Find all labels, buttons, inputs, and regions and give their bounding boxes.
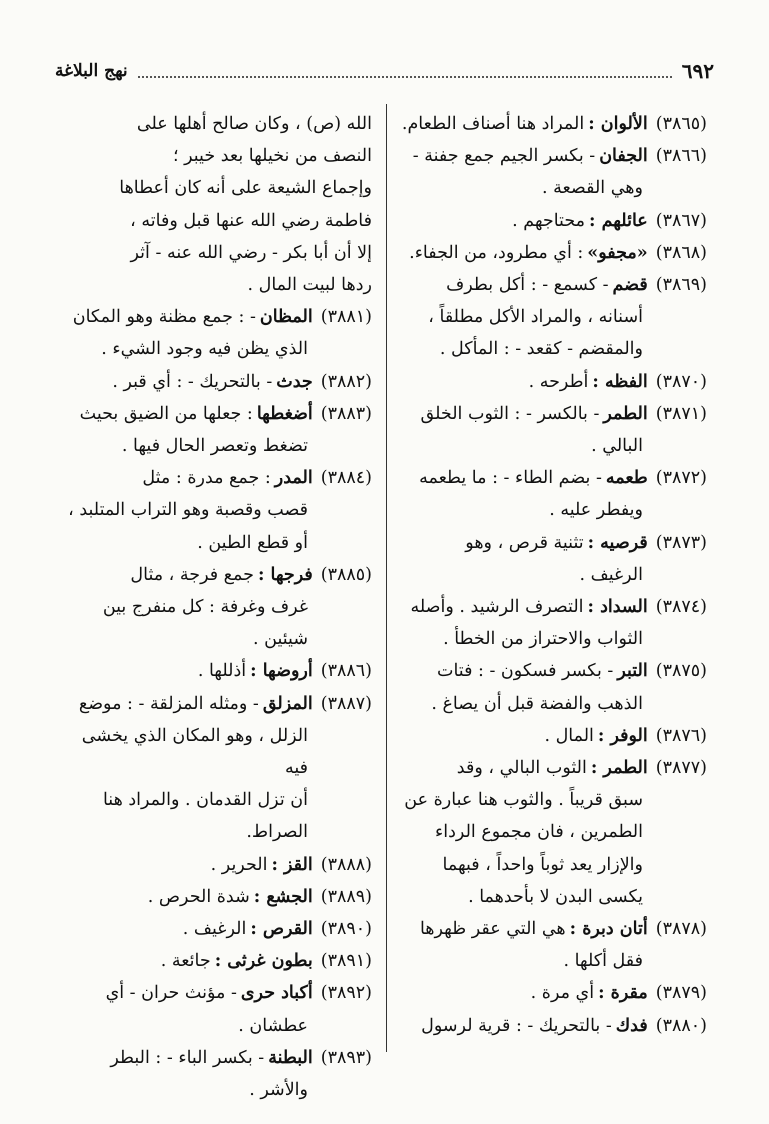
footnote-text: الثوب البالي ، وقد	[456, 758, 587, 779]
footnote-text: هي التي عقر ظهرها	[419, 919, 566, 940]
footnote-text: : جمع مدرة : مثل	[142, 468, 271, 489]
page-header	[55, 58, 714, 84]
footnote-text: المراد هنا أصناف الطعام.	[401, 114, 585, 134]
footnote-number: (٣٨٧٣)	[655, 532, 707, 553]
book-title: نهج البلاغة	[55, 61, 128, 81]
footnote-continuation: أسنانه ، والمراد الأكل مطلقاً ،	[428, 307, 643, 328]
footnote-text: إلا أن أبا بكر - رضي الله عنه - آثر	[130, 242, 372, 263]
footnote-text: - مؤنث حران - أي	[105, 983, 237, 1004]
footnote-term: القرص :	[250, 919, 313, 940]
footnote-entry	[384, 527, 707, 559]
footnote-entry	[384, 398, 707, 430]
footnote-continuation: سبق قريباً . والثوب هنا عبارة عن	[404, 790, 643, 811]
footnote-continuation: الزلل ، وهو المكان الذي يخشى فيه	[81, 725, 308, 779]
footnote-continuation: غرف وغرفة : كل منفرج بين	[102, 597, 308, 618]
footnote-number: (٣٨٦٩)	[655, 275, 707, 296]
footnote-continuation: تضغط وتعصر الحال فيها .	[121, 436, 308, 457]
footnote-term: أروضها :	[250, 661, 313, 682]
footnote-text: النصف من نخيلها بعد خيبر ؛	[172, 146, 372, 167]
footnote-number: (٣٨٦٧)	[655, 210, 707, 231]
footnote-text: أطرحه .	[528, 371, 589, 392]
footnote-continuation: عطشان .	[238, 1015, 308, 1036]
footnote-number: (٣٨٨٧)	[320, 693, 372, 714]
left-column	[60, 108, 372, 1106]
footnote-term: فرجها :	[257, 564, 313, 585]
footnote-entry	[384, 913, 707, 945]
footnote-term: البطنة	[268, 1047, 313, 1068]
footnote-entry	[60, 655, 372, 687]
footnote-term: أكباد حرى	[240, 983, 313, 1004]
footnote-number: (٣٨٨٤)	[320, 468, 372, 489]
footnote-text: ردها لبيت المال .	[247, 275, 372, 296]
footnote-term: بطون غرثى :	[214, 951, 313, 972]
footnote-entry	[60, 301, 372, 333]
footnote-entry	[384, 752, 707, 784]
footnote-number: (٣٨٧١)	[655, 403, 707, 424]
footnote-continuation: الرغيف .	[579, 564, 643, 585]
footnote-text: وإجماع الشيعة على أنه كان أعطاها	[119, 178, 372, 199]
footnote-entry	[384, 237, 707, 269]
footnote-continuation: شيئين .	[253, 629, 308, 650]
footnote-term: المظان	[259, 307, 313, 328]
footnote-number: (٣٨٨١)	[320, 307, 372, 328]
footnote-term: مقرة :	[598, 983, 648, 1004]
footnote-text: جمع فرجة ، مثال	[130, 564, 254, 585]
footnote-text: - بالكسر - : الثوب الخلق	[420, 403, 600, 424]
footnote-entry	[60, 205, 372, 237]
footnote-continuation: الذي يظن فيه وجود الشيء .	[101, 339, 308, 360]
footnote-entry	[60, 913, 372, 945]
footnote-entry	[384, 366, 707, 398]
footnote-term: الفظه :	[592, 371, 648, 392]
footnote-number: (٣٨٧٨)	[655, 919, 707, 940]
footnote-number: (٣٨٦٥)	[655, 114, 707, 134]
footnote-entry	[384, 720, 707, 752]
footnote-term: قرصيه :	[587, 532, 648, 553]
footnote-text: : جعلها من الضيق بحيث	[79, 403, 253, 424]
footnote-text: - بالتحريك - : أي قبر .	[112, 371, 273, 392]
footnote-text: أذللها .	[197, 661, 247, 682]
footnote-entry	[384, 269, 707, 301]
footnote-term: التبر	[617, 661, 648, 682]
footnote-text: - بكسر الجيم جمع جفنة -	[412, 146, 596, 167]
footnote-continuation: والمقضم - كقعد - : المأكل .	[439, 339, 643, 360]
footnote-text: : أي مطرود، من الجفاء.	[409, 242, 584, 263]
footnote-term: الجشع :	[253, 886, 313, 907]
footnote-number: (٣٨٨٥)	[320, 564, 372, 585]
footnote-continuation: يكسى البدن لا بأحدهما .	[468, 886, 643, 907]
footnote-term: عائلهم :	[589, 210, 648, 231]
footnote-number: (٣٨٩٢)	[320, 983, 372, 1004]
footnote-entry	[60, 172, 372, 204]
footnote-term: فدك	[615, 1015, 648, 1036]
footnote-text: شدة الحرص .	[147, 886, 250, 907]
footnote-entry	[60, 398, 372, 430]
footnote-entry	[60, 108, 372, 140]
footnote-number: (٣٨٩١)	[320, 951, 372, 972]
footnote-entry	[384, 462, 707, 494]
footnote-term: القز :	[271, 854, 313, 875]
footnote-continuation: فقل أكلها .	[563, 951, 643, 972]
footnote-text: - بكسر فسكون - : فتات	[436, 661, 614, 682]
footnote-continuation: قصب وقصبة وهو التراب المتلبد ،	[68, 500, 308, 521]
footnote-continuation: والإزار يعد ثوباً واحداً ، فبهما	[442, 854, 643, 875]
footnote-term: الوفر :	[597, 725, 648, 746]
footnote-number: (٣٨٦٦)	[655, 146, 707, 167]
footnote-text: الله (ص) ، وكان صالح أهلها على	[136, 114, 372, 134]
footnote-entry	[384, 977, 707, 1009]
footnote-text: محتاجهم .	[512, 210, 586, 231]
footnote-term: الجفان	[599, 146, 648, 167]
footnote-continuation: ويفطر عليه .	[549, 500, 643, 521]
footnote-text: الحرير .	[210, 854, 268, 875]
footnote-text: - : جمع مظنة وهو المكان	[72, 307, 256, 328]
footnote-number: (٣٨٧٠)	[655, 371, 707, 392]
footnote-number: (٣٨٨٣)	[320, 403, 372, 424]
footnote-entry	[384, 1010, 707, 1042]
column-divider	[386, 104, 387, 1052]
footnote-text: جائعة .	[160, 951, 211, 972]
footnote-text: - بكسر الباء - : البطر	[110, 1047, 265, 1068]
footnote-continuation: والأشر .	[249, 1080, 308, 1101]
footnote-text: - بالتحريك - : قرية لرسول	[421, 1015, 612, 1036]
footnote-number: (٣٨٨٩)	[320, 886, 372, 907]
footnote-continuation: الذهب والفضة قبل أن يصاغ .	[431, 693, 643, 714]
footnote-continuation: الطمرين ، فان مجموع الرداء	[435, 822, 643, 843]
footnote-term: الألوان :	[588, 114, 648, 134]
footnote-text: - ومثله المزلقة - : موضع	[78, 693, 259, 714]
footnote-term: السداد :	[587, 597, 648, 618]
footnote-text: - كسمع - : أكل بطرف	[446, 275, 609, 296]
footnote-text: المال .	[544, 725, 594, 746]
footnote-entry	[384, 140, 707, 172]
footnote-entry	[60, 559, 372, 591]
footnote-term: المزلق	[262, 693, 313, 714]
footnote-continuation: أو قطع الطين .	[197, 532, 308, 553]
footnote-entry	[60, 140, 372, 172]
footnote-number: (٣٨٦٨)	[655, 242, 707, 263]
footnote-number: (٣٨٨٨)	[320, 854, 372, 875]
footnote-text: تثنية قرص ، وهو	[465, 532, 584, 553]
footnote-number: (٣٨٧٢)	[655, 468, 707, 489]
footnote-text: الرغيف .	[182, 919, 247, 940]
footnote-number: (٣٨٨٠)	[655, 1015, 707, 1036]
footnote-entry	[60, 849, 372, 881]
footnote-term: المدر	[274, 468, 313, 489]
right-column	[384, 108, 707, 1042]
footnote-entry	[384, 205, 707, 237]
footnote-text: أي مرة .	[530, 983, 595, 1004]
footnote-entry	[60, 237, 372, 269]
footnote-continuation: أن تزل القدمان . والمراد هنا الصراط.	[102, 790, 308, 843]
footnote-term: أضغطها	[256, 403, 313, 424]
footnote-continuation: البالي .	[591, 436, 643, 457]
footnote-term: جدث	[276, 371, 313, 392]
footnote-term: الطمر :	[590, 758, 648, 779]
footnote-term: الطمر	[603, 403, 648, 424]
footnote-entry	[384, 591, 707, 623]
footnote-number: (٣٨٨٦)	[320, 661, 372, 682]
footnote-entry	[60, 977, 372, 1009]
footnote-number: (٣٨٧٥)	[655, 661, 707, 682]
footnote-entry	[60, 688, 372, 720]
footnote-continuation: وهي القصعة .	[541, 178, 643, 199]
footnote-number: (٣٨٩٣)	[320, 1047, 372, 1068]
header-dotted-rule	[138, 64, 672, 78]
footnote-entry	[60, 269, 372, 301]
footnote-entry	[60, 366, 372, 398]
footnote-number: (٣٨٧٤)	[655, 597, 707, 618]
footnote-number: (٣٨٧٩)	[655, 983, 707, 1004]
footnote-text: فاطمة رضي الله عنها قبل وفاته ،	[130, 210, 372, 231]
footnote-entry	[60, 462, 372, 494]
footnote-entry	[384, 108, 707, 140]
footnote-entry	[60, 881, 372, 913]
footnote-number: (٣٨٧٧)	[655, 758, 707, 779]
footnote-text: التصرف الرشيد . وأصله	[410, 597, 584, 618]
footnote-term: طعمه	[605, 468, 648, 489]
footnote-number: (٣٨٧٦)	[655, 725, 707, 746]
footnote-number: (٣٨٨٢)	[320, 371, 372, 392]
footnote-term: أتان دبرة :	[569, 919, 648, 940]
footnote-continuation: الثواب والاحتراز من الخطأ .	[443, 629, 643, 650]
footnote-entry	[384, 655, 707, 687]
footnote-term: «مجفو»	[587, 242, 648, 263]
page-number: ٦٩٢	[681, 59, 714, 83]
footnote-number: (٣٨٩٠)	[320, 919, 372, 940]
footnote-text: - بضم الطاء - : ما يطعمه	[419, 468, 602, 489]
footnote-entry	[60, 1042, 372, 1074]
footnote-entry	[60, 945, 372, 977]
footnote-term: قضم	[612, 275, 648, 296]
